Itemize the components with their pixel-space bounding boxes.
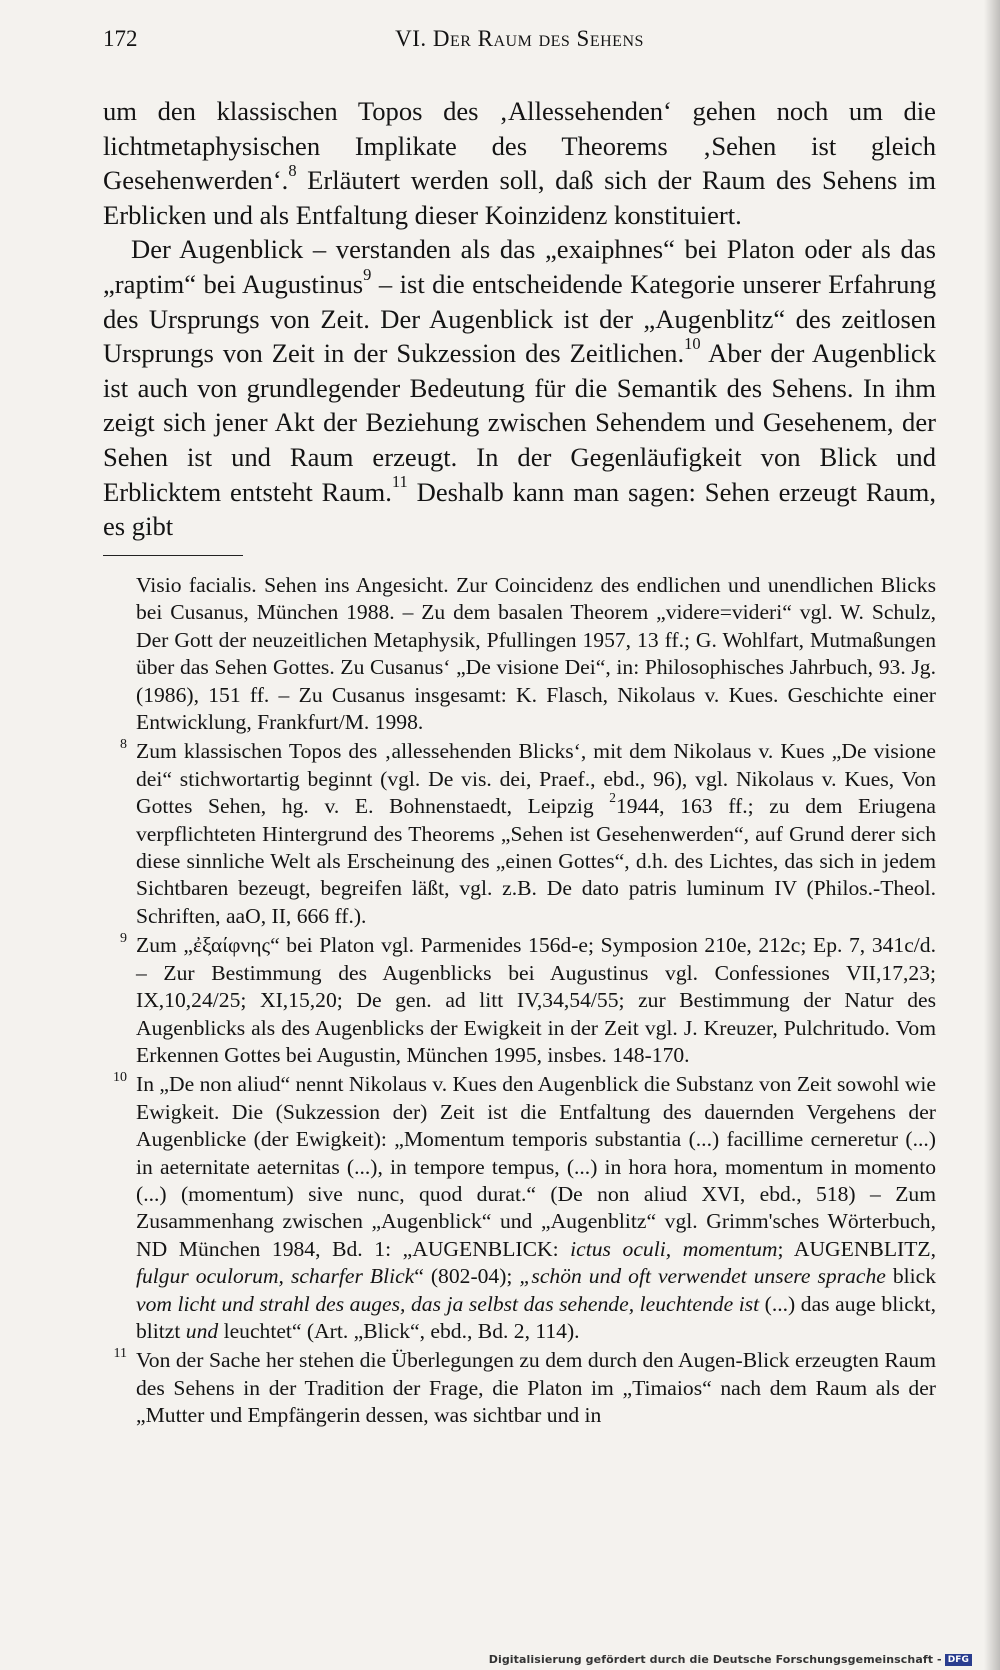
running-head: VI. Der Raum des Sehens [395,26,644,51]
footnote-number: 11 [113,1346,127,1362]
footnote-ref-10: 10 [684,334,701,353]
footnote-number: 9 [120,931,127,947]
digitization-credit: Digitalisierung gefördert durch die Deutsche Forschungsgemeinschaft - DFG [489,1653,972,1666]
footnote-9: 9 Zum „ἐξαίφνης“ bei Platon vgl. Parmenides 156d-e; Symposion 210e, 212c; Ep. 7, 341c/d. – Zur Bestimmung des Augenblicks bei Augustinus vgl. Confessiones VII,17,23; IX,10,24/25; XI,15,20; De gen. ad litt IV,34,54/55; zur Bestimmung der Natur des Augenblicks als des Augenblicks der Ewigkeit in der Zeit vgl. J. Kreuzer, Pulchritudo. Vom Erkennen Gottes bei Augustin, München 1995, insbes. 148-170. [103,932,936,1069]
page-header [103,26,936,62]
footnotes [103,572,936,1432]
footnote-ref-11: 11 [391,472,408,492]
paragraph-1: um den klassischen Topos des ‚Allessehenden‘ gehen noch um die lichtmetaphysischen Implikate des Theorems ‚Sehen ist gleich Gesehenwerden‘.$^8$ Erläutert werden soll, daß sich der Raum des Sehens im Erblicken und als Entfaltung dieser Koinzidenz konstituiert. [103,96,936,230]
page-number: 172 [103,26,138,51]
footnote-number: 8 [120,737,127,753]
footnote-11: 11 Von der Sache her stehen die Überlegungen zu dem durch den Augen-Blick erzeugten Raum des Sehens in der Tradition der Frage, die Platon im „Timaios“ nach dem Raum als der „Mutter und Empfängerin dessen, was sichtbar und in [103,1347,936,1429]
footnote-continued: Visio facialis. Sehen ins Angesicht. Zur Coincidenz des endlichen und unendlichen Blicks bei Cusanus, München 1988. – Zu dem basalen Theorem „videre=videri“ vgl. W. Schulz, Der Gott der neuzeitlichen Metaphysik, Pfullingen 1957, 13 ff.; G. Wohlfart, Mutmaßungen über das Sehen Gottes. Zu Cusanus‘ „De visione Dei“, in: Philosophisches Jahrbuch, 93. Jg. (1986), 151 ff. – Zu Cusanus insgesamt: K. Flasch, Nikolaus v. Kues. Geschichte einer Entwicklung, Frankfurt/M. 1998. [136,573,936,735]
paragraph-2: Der Augenblick – verstanden als das „exaiphnes“ bei Platon oder als das „raptim“ bei Augustinus$^9$ – ist die entscheidende Kategorie unserer Erfahrung des Ursprungs von Zeit. Der Augenblick ist der „Augenblitz“ des zeitlosen Ursprungs von Zeit in der Sukzession des Zeitlichen.$^{10}$ Aber der Augenblick ist auch von grundlegender Bedeutung für die Semantik des Sehens. In ihm zeigt sich jener Akt der Beziehung zwischen Sehendem und Gesehenem, der Sehen ist und Raum erzeugt. In der Gegenläufigkeit von Blick und Erblicktem entsteht Raum.$^{11}$ Deshalb kann man sagen: Sehen erzeugt Raum, es gibt [103,234,937,542]
main-text [103,94,936,544]
footnote-10: 10 In „De non aliud“ nennt Nikolaus v. Kues den Augenblick die Substanz von Zeit sowohl wie Ewigkeit. Die (Sukzession der) Zeit ist die Entfaltung des dauernden Vergehens der Augenblicke (der Ewigkeit): „Momentum temporis substantia (...) facillime cerneretur (...) in aeternitate aeternitas (...), in tempore tempus, (...) in hora hora, momentum in momento (...) (momentum) sive nunc, quod durat.“ (De non aliud XVI, ebd., 518) – Zum Zusammenhang zwischen „Augenblick“ und „Augenblitz“ vgl. Grimm'sches Wörterbuch, ND München 1984, Bd. 1: „AUGENBLICK: ictus oculi, momentum; AUGENBLITZ, fulgur oculorum, scharfer Blick“ (802-04); „schön und oft verwendet unsere sprache blick vom licht und strahl des auges, das ja selbst das sehende, leuchtende ist (...) das auge blickt, blitzt und leuchtet“ (Art. „Blick“, ebd., Bd. 2, 114). [103,1071,936,1345]
footnote-divider [103,555,243,556]
footnote-8: 8 Zum klassischen Topos des ‚allessehenden Blicks‘, mit dem Nikolaus v. Kues „De visione dei“ stichwortartig beginnt (vgl. De vis. dei, Praef., ebd., 96), vgl. Nikolaus v. Kues, Von Gottes Sehen, hg. v. E. Bohnenstaedt, Leipzig $^2$1944, 163 ff.; zu dem Eriugena verpflichteten Hintergrund des Theorems „Sehen ist Gesehenwerden“, auf Grund derer sich diese sinnliche Welt als Erscheinung des „einen Gottes“, d.h. des Lichtes, das sich in jedem Sichtbaren bezeugt, begreifen läßt, vgl. z.B. De dato patris luminum IV (Philos.-Theol. Schriften, aaO, II, 666 ff.). [103,738,936,930]
footnote-ref-9: 9 [363,264,372,284]
dfg-logo-icon: DFG [945,1654,972,1666]
page-spine-shadow [984,0,1000,1670]
footnote-ref-8: 8 [288,161,297,181]
footnote-number: 10 [113,1070,127,1086]
